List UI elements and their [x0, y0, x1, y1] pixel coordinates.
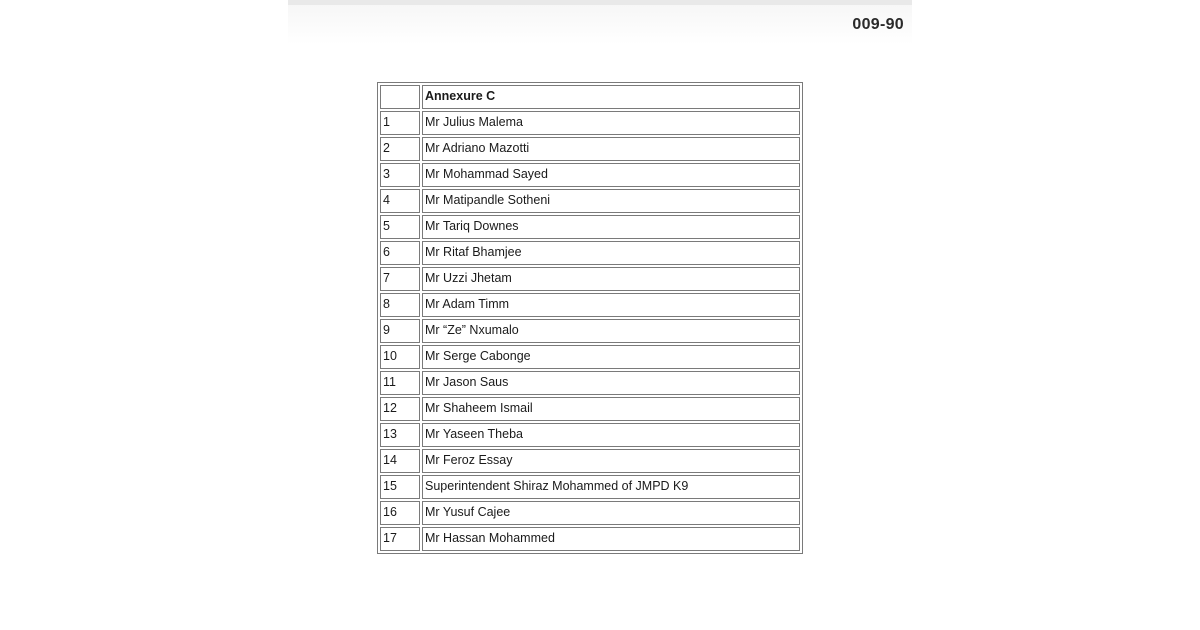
- row-number: 1: [380, 111, 420, 135]
- table-row: [380, 345, 800, 369]
- table-row: [380, 475, 800, 499]
- table-row: [380, 293, 800, 317]
- row-number: 4: [380, 189, 420, 213]
- page-top-shadow: [288, 5, 912, 45]
- row-number: 15: [380, 475, 420, 499]
- row-name: Mr Serge Cabonge: [422, 345, 800, 369]
- row-name: Mr Uzzi Jhetam: [422, 267, 800, 291]
- row-name: Mr Tariq Downes: [422, 215, 800, 239]
- row-number: 12: [380, 397, 420, 421]
- table-row: [380, 423, 800, 447]
- table-row: [380, 527, 800, 551]
- table-row: [380, 241, 800, 265]
- row-name: Mr Yusuf Cajee: [422, 501, 800, 525]
- row-name: Superintendent Shiraz Mohammed of JMPD K9: [422, 475, 800, 499]
- row-name: Mr Adam Timm: [422, 293, 800, 317]
- row-name: Mr Matipandle Sotheni: [422, 189, 800, 213]
- row-name: Mr Adriano Mazotti: [422, 137, 800, 161]
- row-number: 11: [380, 371, 420, 395]
- table-row: [380, 267, 800, 291]
- table-row: [380, 137, 800, 161]
- row-number: 14: [380, 449, 420, 473]
- row-number: 2: [380, 137, 420, 161]
- row-name: Mr “Ze” Nxumalo: [422, 319, 800, 343]
- row-name: Mr Julius Malema: [422, 111, 800, 135]
- row-name: Mr Shaheem Ismail: [422, 397, 800, 421]
- row-name: Mr Feroz Essay: [422, 449, 800, 473]
- table-row: [380, 111, 800, 135]
- row-name: Mr Mohammad Sayed: [422, 163, 800, 187]
- row-number: 9: [380, 319, 420, 343]
- row-number: 13: [380, 423, 420, 447]
- row-number: 3: [380, 163, 420, 187]
- row-number: 16: [380, 501, 420, 525]
- row-number: 7: [380, 267, 420, 291]
- annexure-title: Annexure C: [422, 85, 800, 109]
- row-number: 8: [380, 293, 420, 317]
- table-header-row: [380, 85, 800, 109]
- header-number-cell: [380, 85, 420, 109]
- row-name: Mr Jason Saus: [422, 371, 800, 395]
- row-name: Mr Yaseen Theba: [422, 423, 800, 447]
- annexure-table: [377, 82, 803, 554]
- row-number: 6: [380, 241, 420, 265]
- table-row: [380, 215, 800, 239]
- table-row: [380, 371, 800, 395]
- row-name: Mr Ritaf Bhamjee: [422, 241, 800, 265]
- row-name: Mr Hassan Mohammed: [422, 527, 800, 551]
- table-row: [380, 189, 800, 213]
- row-number: 17: [380, 527, 420, 551]
- row-number: 5: [380, 215, 420, 239]
- page-number: 009-90: [852, 16, 904, 33]
- table-row: [380, 449, 800, 473]
- table-row: [380, 319, 800, 343]
- table-row: [380, 163, 800, 187]
- table-row: [380, 397, 800, 421]
- row-number: 10: [380, 345, 420, 369]
- table-row: [380, 501, 800, 525]
